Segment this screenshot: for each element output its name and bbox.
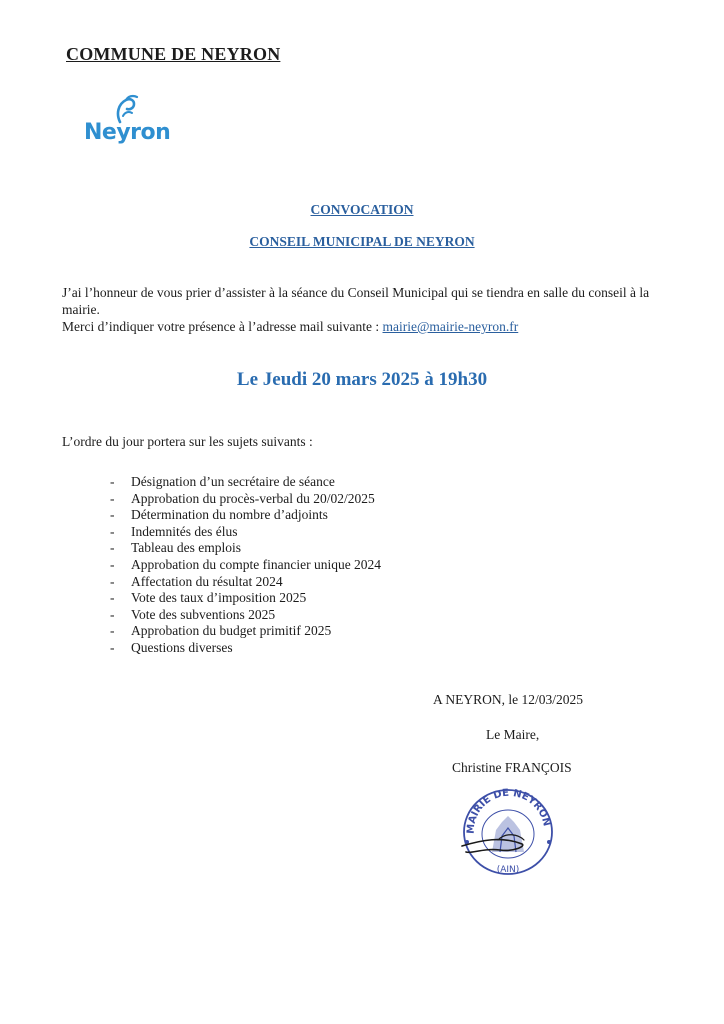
agenda-item-text: Détermination du nombre d’adjoints [131,507,328,523]
convocation-title: CONVOCATION [310,202,414,217]
agenda-item [110,474,381,491]
agenda-item [110,557,381,574]
agenda-item [110,590,381,607]
agenda-item-text: Affectation du résultat 2024 [131,573,283,589]
agenda-list [110,474,381,657]
agenda-bullet: - [110,590,115,606]
agenda-item-text: Tableau des emplois [131,540,242,556]
commune-title: COMMUNE DE NEYRON [66,44,281,64]
email-link[interactable]: mairie@mairie-neyron.fr [382,319,519,334]
logo-wordmark: Neyron [84,120,171,145]
agenda-bullet: - [110,474,115,489]
meeting-date: Le Jeudi 20 mars 2025 à 19h30 [236,369,488,390]
agenda-item-text: Approbation du compte financier unique 2024 [131,556,382,572]
stamp-bottom-text: (AIN) [496,865,520,875]
agenda-item-text: Indemnités des élus [131,523,238,539]
convocation-subtitle: CONSEIL MUNICIPAL DE NEYRON [249,234,475,249]
agenda-item [110,623,381,640]
agenda-item-text: Approbation du procès-verbal du 20/02/2025 [131,490,375,506]
agenda-bullet: - [110,623,115,639]
agenda-bullet: - [110,523,115,539]
agenda-intro: L’ordre du jour portera sur les sujets suivants : [62,434,313,449]
agenda-bullet: - [110,606,115,622]
agenda-item-text: Approbation du budget primitif 2025 [131,623,332,639]
signature-name: Christine FRANÇOIS [452,760,572,775]
agenda-item [110,607,381,624]
agenda-bullet: - [110,573,115,589]
email-prefix: Merci d’indiquer votre présence à l’adresse mail suivante : [62,319,383,334]
agenda-item [110,540,381,557]
neyron-logo [82,94,182,156]
stamp-seal-icon [452,782,562,878]
agenda-item-text: Vote des taux d’imposition 2025 [131,590,307,606]
agenda-item [110,507,381,524]
agenda-item [110,491,381,508]
agenda-item [110,640,381,657]
stamp-top-text: MAIRIE DE NEYRON [465,787,552,835]
agenda-bullet: - [110,556,115,572]
agenda-item-text: Vote des subventions 2025 [131,606,276,622]
agenda-item-text: Désignation d’un secrétaire de séance [131,474,335,489]
intro-line-1: J’ai l’honneur de vous prier d’assister à la séance du Conseil Municipal qui se tiendra en salle du conseil à la mairie. [62,285,650,317]
agenda-item [110,524,381,541]
signature-role: Le Maire, [486,727,540,742]
mairie-stamp [452,782,562,878]
agenda-bullet: - [110,639,115,655]
agenda-bullet: - [110,490,115,506]
agenda-bullet: - [110,507,115,523]
intro-line-2 [62,318,662,335]
agenda-item-text: Questions diverses [131,639,233,655]
agenda-bullet: - [110,540,115,556]
signature-place-date: A NEYRON, le 12/03/2025 [433,692,583,707]
agenda-item [110,574,381,591]
intro-paragraph [62,284,662,335]
